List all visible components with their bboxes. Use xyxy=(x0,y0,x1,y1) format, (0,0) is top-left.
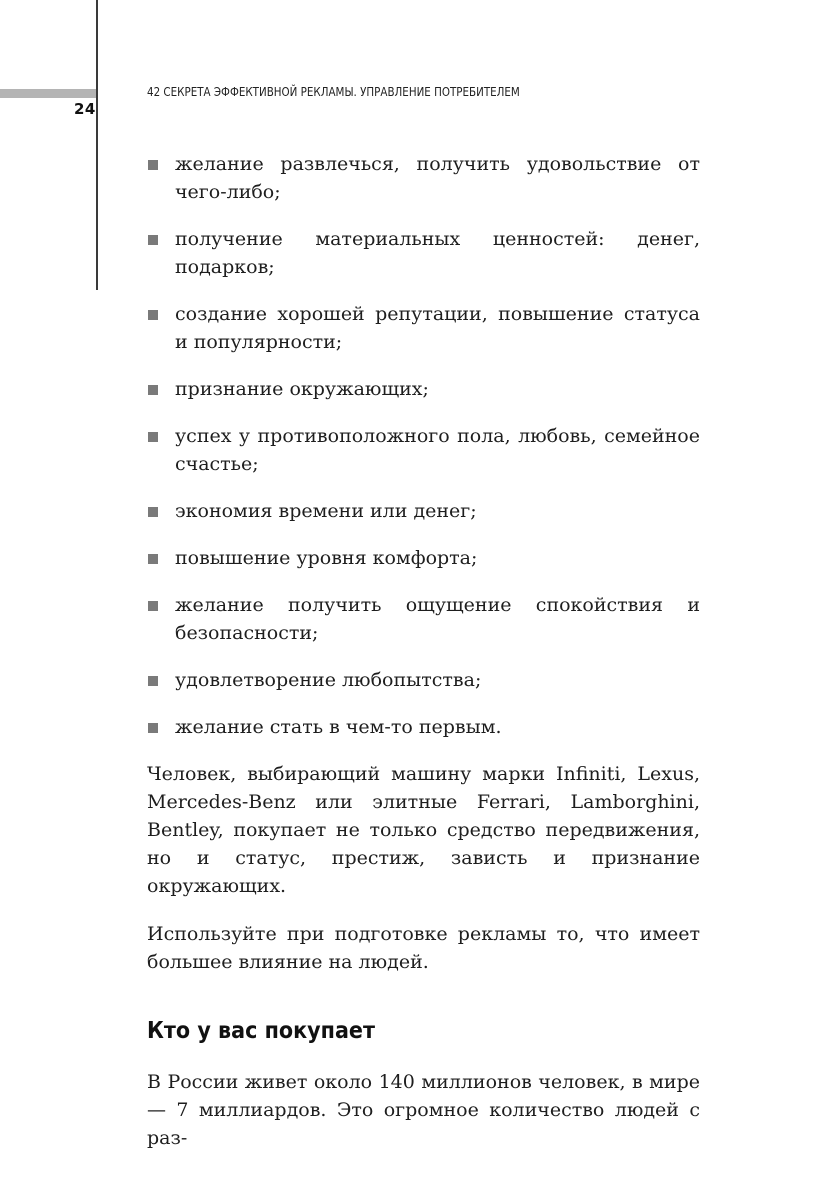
list-item xyxy=(147,375,700,403)
list-item xyxy=(147,713,700,741)
square-bullet-icon xyxy=(148,385,158,395)
square-bullet-icon xyxy=(148,723,158,733)
list-item-text: удовлетворение любопытства; xyxy=(175,669,482,691)
list-item-text: желание стать в чем-то первым. xyxy=(175,716,502,738)
square-bullet-icon xyxy=(148,432,158,442)
motives-list xyxy=(147,150,700,741)
list-item xyxy=(147,422,700,478)
list-item xyxy=(147,497,700,525)
square-bullet-icon xyxy=(148,554,158,564)
list-item-text: создание хорошей репутации, повышение статуса и популярности; xyxy=(175,303,700,353)
square-bullet-icon xyxy=(148,676,158,686)
list-item xyxy=(147,544,700,572)
list-item xyxy=(147,591,700,647)
running-head: 42 СЕКРЕТА ЭФФЕКТИВНОЙ РЕКЛАМЫ. УПРАВЛЕНИЕ ПОТРЕБИТЕЛЕМ xyxy=(147,85,520,99)
margin-vertical-rule xyxy=(96,0,98,290)
list-item-text: получение материальных ценностей: денег, подарков; xyxy=(175,228,700,278)
list-item-text: желание получить ощущение спокойствия и безопасности; xyxy=(175,594,700,644)
page-number: 24 xyxy=(74,100,96,118)
list-item-text: экономия времени или денег; xyxy=(175,500,477,522)
section-heading: Кто у вас покупает xyxy=(147,1018,375,1044)
list-item-text: повышение уровня комфорта; xyxy=(175,547,478,569)
square-bullet-icon xyxy=(148,507,158,517)
list-item xyxy=(147,300,700,356)
paragraph-population: В России живет около 140 миллионов человек, в мире — 7 миллиардов. Это огромное количество людей с раз- xyxy=(147,1071,700,1149)
list-item-text: успех у противоположного пола, любовь, семейное счастье; xyxy=(175,425,700,475)
list-item-text: желание развлечься, получить удовольствие от чего-либо; xyxy=(175,153,700,203)
square-bullet-icon xyxy=(148,160,158,170)
paragraph-luxury-cars: Человек, выбирающий машину марки Infiniti, Lexus, Mercedes-Benz или элитные Ferrari, Lamborghini, Bentley, покупает не только средство передвижения, но и статус, престиж, зависть и признание окружающих. xyxy=(147,763,700,897)
square-bullet-icon xyxy=(148,310,158,320)
square-bullet-icon xyxy=(148,601,158,611)
list-item xyxy=(147,666,700,694)
list-item-text: признание окружающих; xyxy=(175,378,429,400)
page-content xyxy=(147,150,700,1172)
paragraph-advice: Используйте при подготовке рекламы то, что имеет большее влияние на людей. xyxy=(147,923,700,973)
page-marker-bar xyxy=(0,89,96,98)
list-item xyxy=(147,225,700,281)
list-item xyxy=(147,150,700,206)
square-bullet-icon xyxy=(148,235,158,245)
